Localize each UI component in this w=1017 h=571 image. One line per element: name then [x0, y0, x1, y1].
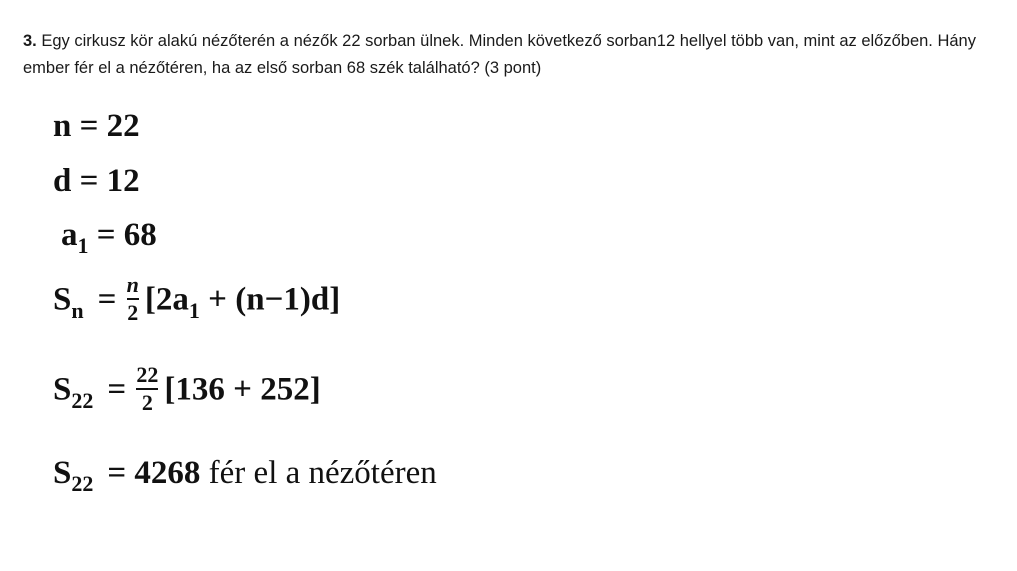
given-n: n = 22 — [53, 108, 140, 144]
problem-statement — [23, 28, 1003, 82]
s22-frac-num: 22 — [136, 362, 159, 387]
sn-bracket-start: [2a — [144, 281, 189, 318]
sn-fraction — [127, 273, 139, 325]
sn-frac-num: n — [126, 272, 139, 297]
a1-sub: 1 — [77, 233, 89, 258]
result-value: 4268 — [134, 455, 201, 491]
s22-sub: 22 — [71, 387, 94, 413]
sn-bracket-sub: 1 — [188, 297, 200, 323]
result-sub: 22 — [71, 471, 94, 496]
result-suffix: fér el a nézőtéren — [200, 455, 437, 491]
sum-result — [53, 455, 437, 496]
s22-frac-den: 2 — [141, 390, 153, 415]
sn-sub: n — [71, 297, 84, 323]
a1-base: a — [61, 217, 78, 253]
s22-fraction — [136, 363, 158, 415]
sn-frac-den: 2 — [127, 300, 139, 325]
problem-text: Egy cirkusz kör alakú nézőterén a nézők 22 sorban ülnek. Minden következő sorban12 hellyel több van, mint az előzőben. Hány ember fér el a nézőtéren, ha az első sorban 68 szék található? (3 pont) — [23, 32, 976, 77]
given-a1 — [61, 217, 157, 258]
sum-formula — [53, 272, 341, 328]
s22-eq: = — [107, 371, 127, 408]
s22-base: S — [53, 371, 72, 408]
result-base: S — [53, 455, 72, 491]
problem-number: 3. — [23, 32, 37, 50]
sn-base: S — [53, 281, 72, 318]
sum-substituted — [53, 362, 321, 418]
a1-rest: = 68 — [88, 217, 157, 253]
s22-bracket: [136 + 252] — [164, 371, 321, 408]
result-eq: = — [107, 455, 127, 491]
sn-eq: = — [97, 281, 117, 318]
sn-bracket-end: + (n−1)d] — [199, 281, 341, 318]
given-d: d = 12 — [53, 163, 140, 199]
